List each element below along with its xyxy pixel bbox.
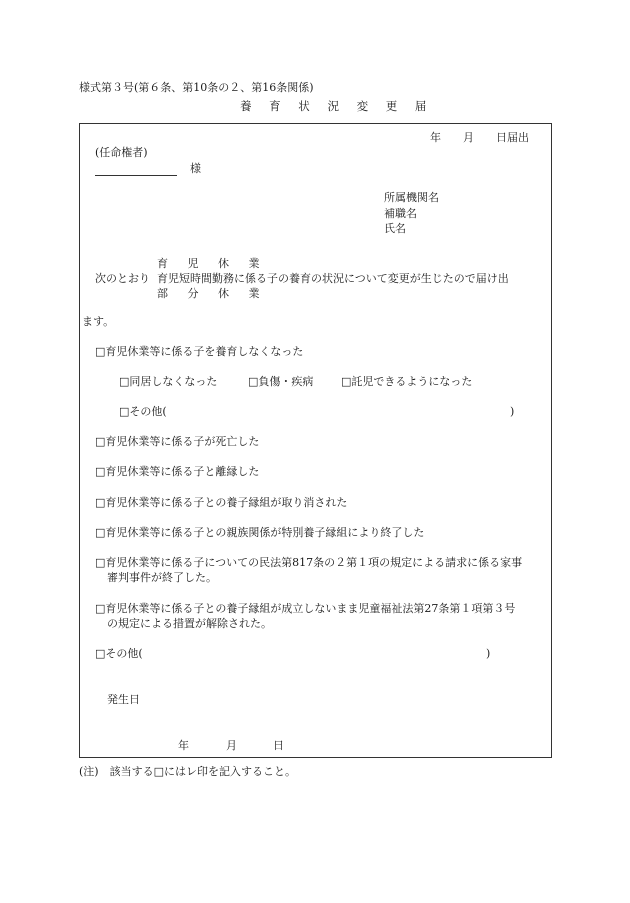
checkbox-item-other[interactable]: □その他( (95, 647, 143, 660)
statement-prefix: 次のとおり (95, 272, 150, 285)
form-title: 養 育 状 況 変 更 届 (240, 99, 434, 113)
form-number: 様式第３号(第６条、第10条の２、第16条関係) (79, 81, 314, 94)
checkbox-item-no-longer-raising[interactable]: □育児休業等に係る子を養育しなくなった (95, 345, 304, 358)
checkbox-sub-injury-illness[interactable]: □負傷・疾病 (248, 375, 314, 388)
appointer-label: (任命権者) (95, 146, 148, 159)
submission-date[interactable]: 年 月 日届出 (430, 131, 529, 144)
statement-main: 育児短時間勤務に係る子の養育の状況について変更が生じたので届け出 (157, 272, 509, 285)
checkbox-sub-other[interactable]: □その他( (119, 405, 167, 418)
sama-label: 様 (190, 162, 201, 175)
checkbox-sub-childcare-available[interactable]: □託児できるようになった (341, 375, 473, 388)
appointer-name-line[interactable] (95, 175, 177, 176)
occurrence-day[interactable]: 日 (273, 739, 284, 752)
checkbox-item-family-court[interactable]: □育児休業等に係る子についての民法第817条の２第１項の規定による請求に係る家事 (95, 556, 523, 569)
checkbox-item-adoption-cancelled[interactable]: □育児休業等に係る子との養子縁組が取り消された (95, 496, 348, 509)
footnote: (注) 該当する□にはレ印を記入すること。 (79, 765, 296, 778)
occurrence-year[interactable]: 年 (178, 739, 189, 752)
option-childcare-leave[interactable]: 育 児 休 業 (157, 257, 268, 270)
checkbox-sub-not-living-together[interactable]: □同居しなくなった (119, 375, 218, 388)
item-family-court-continuation: 審判事件が終了した。 (107, 571, 217, 584)
occurrence-month[interactable]: 月 (226, 739, 237, 752)
statement-end: ます。 (82, 315, 115, 328)
option-partial-leave[interactable]: 部 分 休 業 (157, 287, 268, 300)
checkbox-item-child-died[interactable]: □育児休業等に係る子が死亡した (95, 435, 260, 448)
checkbox-item-measure-cancelled[interactable]: □育児休業等に係る子との養子縁組が成立しないまま児童福祉法第27条第１項第３号 (95, 602, 516, 615)
checkbox-item-dissolved-adoption[interactable]: □育児休業等に係る子と離縁した (95, 465, 260, 478)
item-other-close-paren: ) (486, 647, 491, 660)
checkbox-item-special-adoption[interactable]: □育児休業等に係る子との親族関係が特別養子縁組により終了した (95, 526, 425, 539)
item-measure-cancelled-continuation: の規定による措置が解除された。 (107, 617, 272, 630)
occurrence-date-label: 発生日 (107, 693, 140, 706)
sub-other-close-paren: ) (510, 405, 515, 418)
position-label: 補職名 (384, 207, 417, 220)
applicant-name-label: 氏名 (384, 222, 406, 235)
department-label: 所属機関名 (384, 191, 439, 204)
